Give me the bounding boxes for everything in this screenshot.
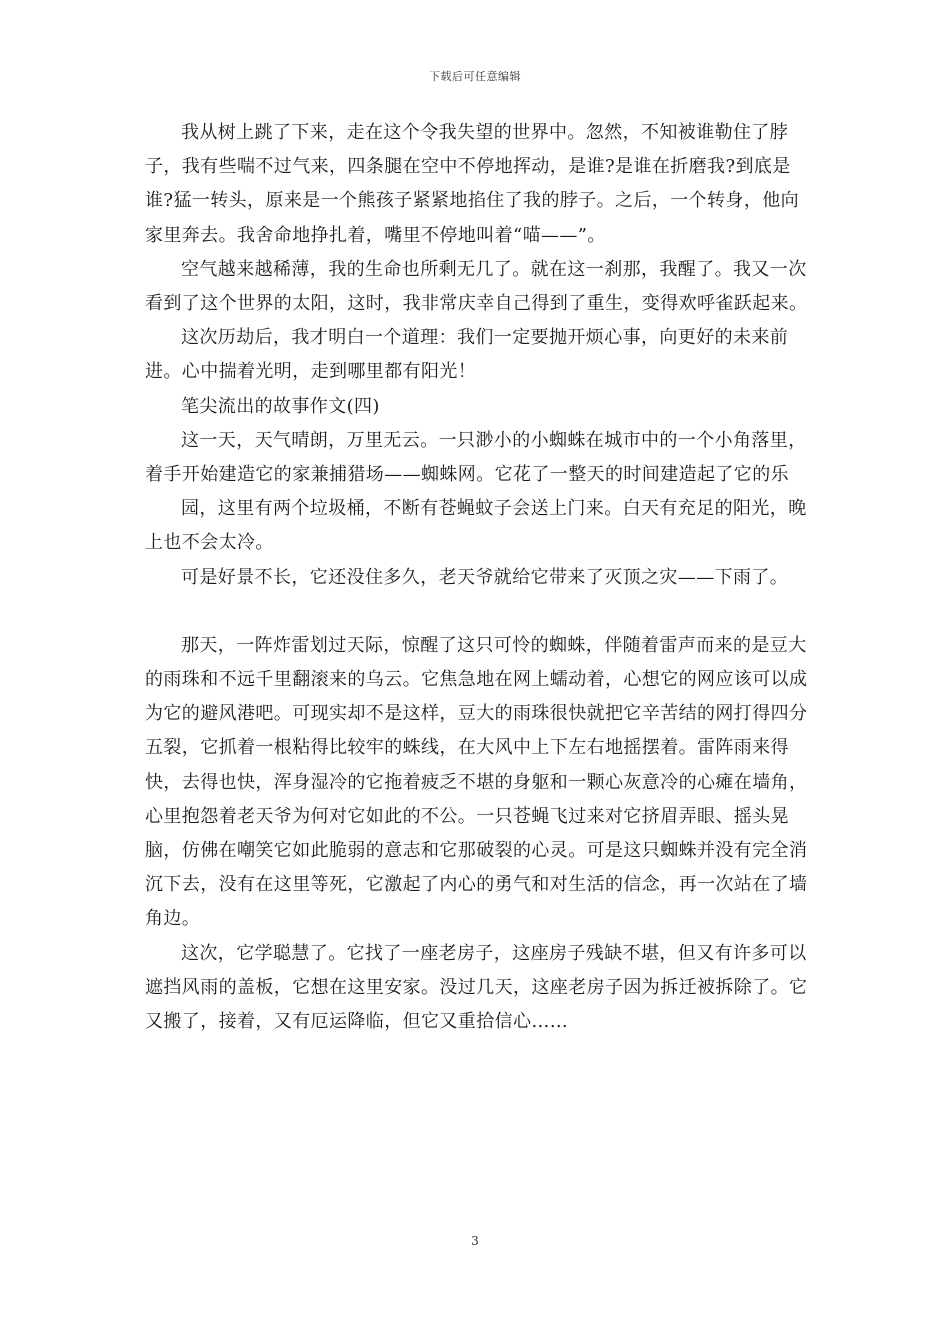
paragraph: 我从树上跳了下来，走在这个令我失望的世界中。忽然，不知被谁勒住了脖子，我有些喘不过气来，四条腿在空中不停地挥动，是谁?是谁在折磨我?到底是谁?猛一转头，原来是一个熊孩子紧紧地掐住了我的脖子。之后，一个转身，他向家里奔去。我舍命地挣扎着，嘴里不停地叫着“喵——”。 (145, 122, 800, 246)
paragraph: 可是好景不长，它还没住多久，老天爷就给它带来了灭顶之灾——下雨了。 (181, 566, 789, 588)
page-header: 下载后可任意编辑 (429, 70, 521, 83)
paragraph: 这次，它学聪慧了。它找了一座老房子，这座房子残缺不堪，但又有许多可以遮挡风雨的盖板，它想在这里安家。没过几天，这座老房子因为拆迁被拆除了。它又搬了，接着，又有厄运降临，但它又重拾信心…… (145, 942, 808, 1033)
paragraph: 空气越来越稀薄，我的生命也所剩无几了。就在这一刹那，我醒了。我又一次看到了这个世界的太阳，这时，我非常庆幸自己得到了重生，变得欢呼雀跃起来。 (145, 258, 808, 315)
paragraph: 这次历劫后，我才明白一个道理：我们一定要抛开烦心事，向更好的未来前进。心中揣着光明，走到哪里都有阳光！ (145, 327, 789, 383)
paragraph: 这一天，天气晴朗，万里无云。一只渺小的小蜘蛛在城市中的一个小角落里，着手开始建造它的家兼捕猎场——蜘蛛网。它花了一整天的时间建造起了它的乐 (145, 429, 807, 486)
section-title: 笔尖流出的故事作文(四) (181, 395, 380, 417)
page-number: 3 (471, 1234, 479, 1248)
paragraph: 那天，一阵炸雷划过天际，惊醒了这只可怜的蜘蛛，伴随着雷声而来的是豆大的雨珠和不远千里翻滚来的乌云。它焦急地在网上蠕动着，心想它的网应该可以成为它的避风港吧。可现实却不是这样，豆大的雨珠很快就把它辛苦结的网打得四分五裂，它抓着一根粘得比较牢的蛛线，在大风中上下左右地摇摆着。雷阵雨来得快，去得也快，浑身湿冷的它拖着疲乏不堪的身躯和一颗心灰意冷的心瘫在墙角，心里抱怨着老天爷为何对它如此的不公。一只苍蝇飞过来对它挤眉弄眼、摇头晃脑，仿佛在嘲笑它如此脆弱的意志和它那破裂的心灵。可是这只蜘蛛并没有完全消沉下去，没有在这里等死，它激起了内心的勇气和对生活的信念，再一次站在了墙角边。 (145, 634, 808, 930)
body-text (145, 116, 813, 1039)
paragraph: 园，这里有两个垃圾桶，不断有苍蝇蚊子会送上门来。白天有充足的阳光，晚上也不会太冷。 (145, 498, 807, 554)
